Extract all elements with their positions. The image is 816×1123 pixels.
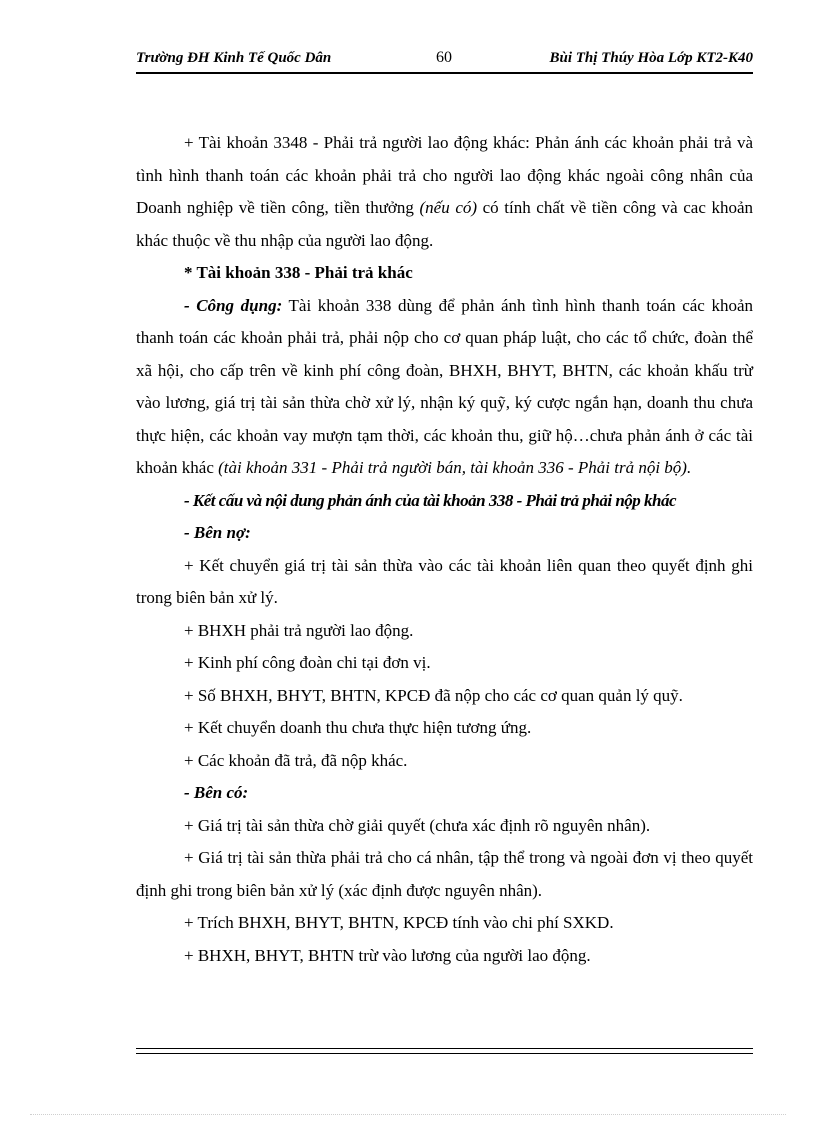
paragraph-3348 <box>136 127 753 257</box>
structure-heading: - Kết cấu và nội dung phản ánh của tài khoản 338 - Phải trả phải nộp khác <box>184 490 677 510</box>
footer-divider <box>136 1048 753 1054</box>
debit-item: + Các khoản đã trả, đã nộp khác. <box>184 750 408 770</box>
page-edge-divider <box>30 1114 786 1115</box>
debit-item: + Kết chuyển giá trị tài sản thừa vào các tài khoản liên quan theo quyết định ghi trong biên bản xử lý. <box>136 555 753 607</box>
debit-item: + Số BHXH, BHYT, BHTN, KPCĐ đã nộp cho các cơ quan quản lý quỹ. <box>184 685 683 705</box>
credit-item: + Trích BHXH, BHYT, BHTN, KPCĐ tính vào chi phí SXKD. <box>184 913 614 932</box>
debit-item: + Kinh phí công đoàn chi tại đơn vị. <box>184 653 431 672</box>
credit-heading: - Bên có: <box>184 783 249 802</box>
document-body <box>136 127 753 972</box>
header-school: Trường ĐH Kinh Tế Quốc Dân <box>136 50 332 66</box>
credit-item: + Giá trị tài sản thừa phải trả cho cá nhân, tập thể trong và ngoài đơn vị theo quyết định ghi trong biên bản xử lý (xác định được nguyên nhân). <box>136 848 753 900</box>
page-number: 60 <box>436 49 452 66</box>
paragraph-italic: (nếu có) <box>419 198 478 217</box>
paragraph-text: Tài khoản 338 dùng để phản ánh tình hình thanh toán các khoản thanh toán các khoản phải trả, phải nộp cho cơ quan pháp luật, cho các tổ chức, đoàn thể xã hội, cho cấp trên về kinh phí công đoàn, BHXH, BHYT, BHTN, các khoản khấu trừ vào lương, giá trị tài sản thừa chờ xử lý, nhận ký quỹ, ký cược ngắn hạn, doanh thu chưa thực hiện, các khoản vay mượn tạm thời, các khoản thu, giữ hộ…chưa phản ánh ở các tài khoản khác <box>136 295 753 477</box>
heading-account-338: * Tài khoản 338 - Phải trả khác <box>184 263 413 282</box>
debit-item: + BHXH phải trả người lao động. <box>184 620 414 640</box>
paragraph-text: có tính chất về tiền công và cac khoản khác thuộc về thu nhập của người lao động. <box>136 198 753 250</box>
credit-item: + Giá trị tài sản thừa chờ giải quyết (chưa xác định rõ nguyên nhân). <box>184 815 651 835</box>
paragraph-text: + Tài khoản 3348 - Phải trả người lao động khác: Phản ánh các khoản phải trả và tình hình thanh toán các khoản phải trả cho người lao động khác ngoài công nhân của Doanh nghiệp về tiền công, tiền thưởng <box>136 133 753 217</box>
paragraph-italic: (tài khoản 331 - Phải trả người bán, tài khoản 336 - Phải trả nội bộ). <box>218 458 692 477</box>
usage-label: - Công dụng: <box>184 295 283 315</box>
debit-heading: - Bên nợ: <box>184 523 251 542</box>
page-header <box>136 46 753 74</box>
paragraph-usage <box>136 290 753 485</box>
credit-item: + BHXH, BHYT, BHTN trừ vào lương của người lao động. <box>184 945 591 965</box>
debit-item: + Kết chuyển doanh thu chưa thực hiện tương ứng. <box>184 718 532 737</box>
header-author: Bùi Thị Thúy Hòa Lớp KT2-K40 <box>549 50 753 66</box>
